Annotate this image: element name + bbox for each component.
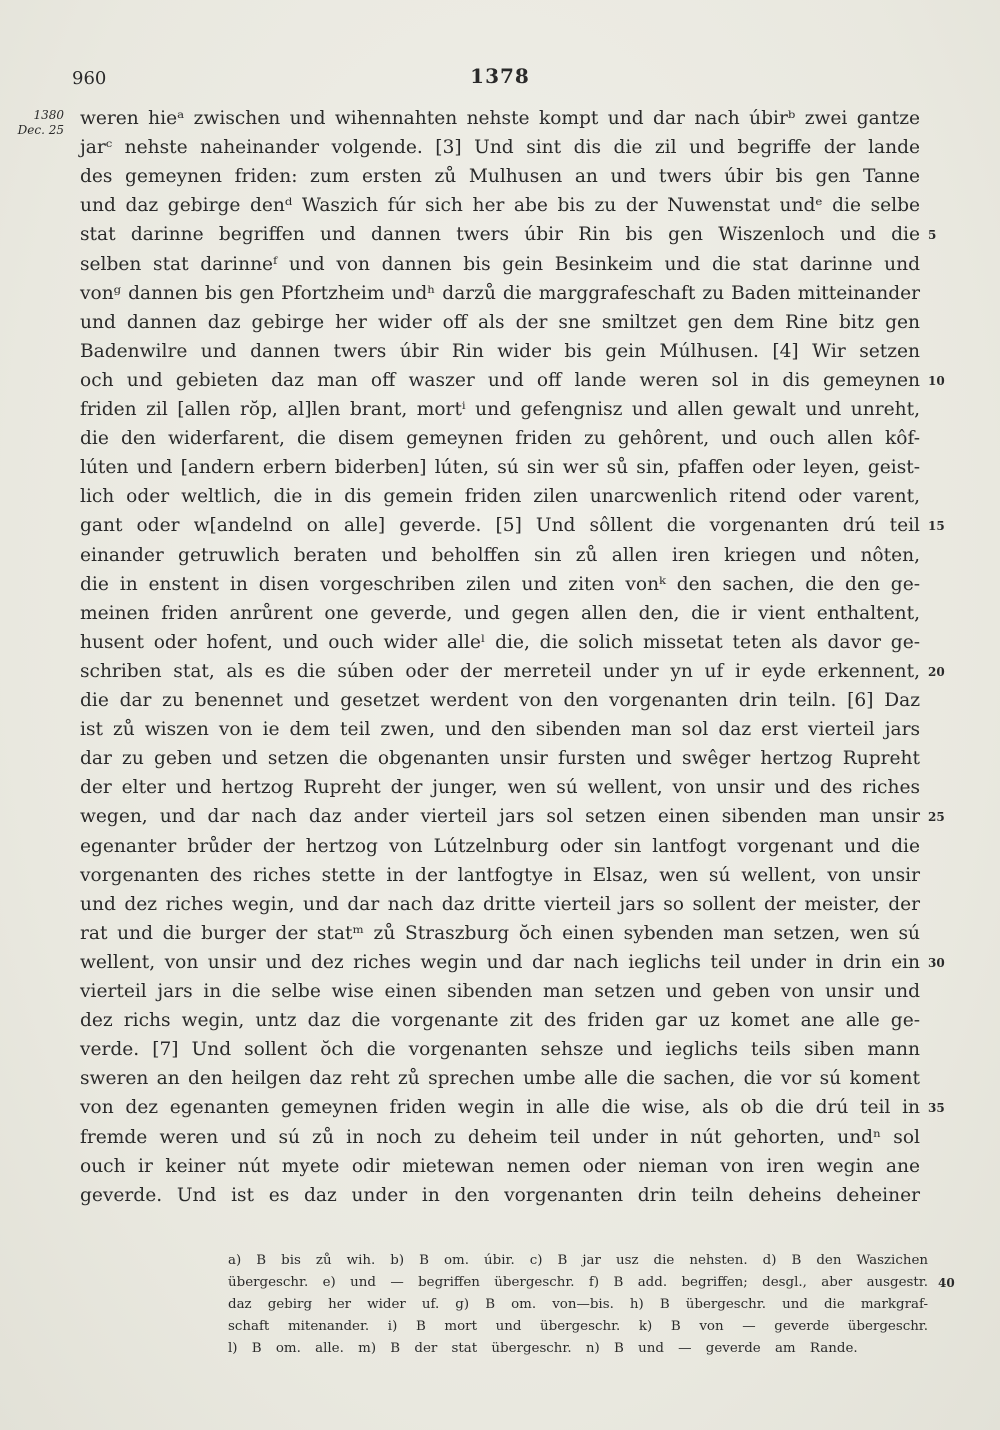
text-line: lich oder weltlich, die in dis gemein friden zilen unarcwenlich ritend oder varent, bbox=[80, 486, 920, 508]
line-number: 25 bbox=[928, 810, 945, 825]
text-line: des gemeynen friden: zum ersten zů Mulhusen an und twers úbir bis gen Tanne bbox=[80, 166, 920, 188]
footnote-line: übergeschr. e) und — begriffen übergeschr. f) B add. begriffen; desgl., aber ausgestr. bbox=[228, 1275, 928, 1290]
text-line: vonᵍ dannen bis gen Pfortzheim undʰ darzů die marggrafeschaft zu Baden mitteinander bbox=[80, 282, 920, 304]
text-line: jarᶜ nehste naheinander volgende. [3] Und sint dis die zil und begriffe der lande bbox=[80, 137, 920, 159]
footnote-line: l) B om. alle. m) B der stat übergeschr. n) B und — geverde am Rande. bbox=[228, 1341, 858, 1356]
text-line: und dez riches wegin, und dar nach daz dritte vierteil jars so sollent der meister, der bbox=[80, 893, 920, 915]
text-line: ouch ir keiner nút myete odir mietewan nemen oder nieman von iren wegin ane bbox=[80, 1155, 920, 1177]
text-line: einander getruwlich beraten und beholffen sin zů allen iren kriegen und nôten, bbox=[80, 544, 920, 566]
line-number: 10 bbox=[928, 373, 945, 388]
line-number: 35 bbox=[928, 1101, 945, 1116]
document-number: 1378 bbox=[470, 64, 530, 88]
text-line: die dar zu benennet und gesetzet werdent von den vorgenanten drin teiln. [6] Daz bbox=[80, 690, 920, 711]
margin-date: 1380 Dec. 25 bbox=[17, 108, 64, 137]
text-line: lúten und [andern erbern biderben] lúten, sú sin wer sů sin, pfaffen oder leyen, geist- bbox=[80, 457, 920, 479]
text-line: stat darinne begriffen und dannen twers úbir Rin bis gen Wiszenloch und die bbox=[80, 224, 920, 246]
text-line: die in enstent in disen vorgeschriben zilen und ziten vonᵏ den sachen, die den ge- bbox=[80, 573, 920, 595]
text-line: der elter und hertzog Rupreht der junger, wen sú wellent, von unsir und des riches bbox=[80, 777, 920, 799]
text-line: geverde. Und ist es daz under in den vorgenanten drin teiln deheins deheiner bbox=[80, 1184, 920, 1206]
text-line: och und gebieten daz man off waszer und off lande weren sol in dis gemeynen bbox=[80, 369, 920, 391]
text-line: egenanter brůder der hertzog von Lútzelnburg oder sin lantfogt vorgenant und die bbox=[80, 835, 920, 857]
footnotes bbox=[0, 1250, 1000, 1370]
page-number: 960 bbox=[72, 68, 107, 89]
text-line: sweren an den heilgen daz reht zů sprechen umbe alle die sachen, die vor sú koment bbox=[80, 1068, 920, 1090]
line-number: 5 bbox=[928, 228, 937, 243]
text-line: weren hieᵃ zwischen und wihennahten nehste kompt und dar nach úbirᵇ zwei gantze bbox=[80, 108, 920, 129]
text-line: Badenwilre und dannen twers úbir Rin wider bis gein Múlhusen. [4] Wir setzen bbox=[80, 340, 920, 362]
text-line: von dez egenanten gemeynen friden wegin in alle die wise, als ob die drú teil in bbox=[80, 1097, 920, 1119]
text-line: dar zu geben und setzen die obgenanten unsir fursten und swêger hertzog Rupreht bbox=[80, 748, 920, 770]
text-line: wellent, von unsir und dez riches wegin und dar nach ieglichs teil under in drin ein bbox=[80, 951, 920, 973]
footnote-line: daz gebirg her wider uf. g) B om. von—bis. h) B übergeschr. und die markgraf- bbox=[228, 1297, 928, 1312]
text-line: meinen friden anrůrent one geverde, und gegen allen den, die ir vient enthaltent, bbox=[80, 602, 920, 624]
text-line: ist zů wiszen von ie dem teil zwen, und den sibenden man sol daz erst vierteil jars bbox=[80, 719, 920, 741]
text-line: die den widerfarent, die disem gemeynen friden zu gehôrent, und ouch allen kôf- bbox=[80, 428, 920, 450]
text-line: dez richs wegin, untz daz die vorgenante zit des friden gar uz komet ane alle ge- bbox=[80, 1010, 920, 1032]
text-line: wegen, und dar nach daz ander vierteil jars sol setzen einen sibenden man unsir bbox=[80, 806, 920, 828]
text-line: selben stat darinneᶠ und von dannen bis gein Besinkeim und die stat darinne und bbox=[80, 253, 920, 275]
footnote-line: schaft mitenander. i) B mort und übergeschr. k) B von — geverde übergeschr. bbox=[228, 1319, 928, 1334]
text-line: friden zil [allen rŏp, al]len brant, mortⁱ und gefengnisz und allen gewalt und unreht, bbox=[80, 399, 920, 420]
text-line: gant oder w[andelnd on alle] geverde. [5] Und sôllent die vorgenanten drú teil bbox=[80, 515, 920, 537]
footnote-line-number: 40 bbox=[938, 1276, 955, 1290]
footnote-line: a) B bis zů wih. b) B om. úbir. c) B jar usz die nehsten. d) B den Waszichen bbox=[228, 1253, 928, 1268]
line-number: 30 bbox=[928, 955, 945, 970]
text-line: verde. [7] Und sollent ŏch die vorgenanten sehsze und ieglichs teils siben mann bbox=[80, 1039, 920, 1061]
text-line: rat und die burger der statᵐ zů Straszburg ŏch einen sybenden man setzen, wen sú bbox=[80, 922, 920, 944]
line-number: 15 bbox=[928, 519, 945, 534]
text-line: vierteil jars in die selbe wise einen sibenden man setzen und geben von unsir und bbox=[80, 981, 920, 1002]
text-line: fremde weren und sú zů in noch zu deheim teil under in nút gehorten, undⁿ sol bbox=[80, 1126, 920, 1148]
text-line: vorgenanten des riches stette in der lantfogtye in Elsaz, wen sú wellent, von unsir bbox=[80, 864, 920, 886]
text-line: und daz gebirge denᵈ Waszich fúr sich her abe bis zu der Nuwenstat undᵉ die selbe bbox=[80, 195, 920, 217]
text-line: schriben stat, als es die súben oder der merreteil under yn uf ir eyde erkennent, bbox=[80, 660, 920, 682]
text-line: husent oder hofent, und ouch wider alleˡ die, die solich missetat teten als davor ge- bbox=[80, 631, 920, 653]
document-body bbox=[0, 106, 1000, 1226]
text-line: und dannen daz gebirge her wider off als der sne smiltzet gen dem Rine bitz gen bbox=[80, 311, 920, 333]
line-number: 20 bbox=[928, 664, 945, 679]
